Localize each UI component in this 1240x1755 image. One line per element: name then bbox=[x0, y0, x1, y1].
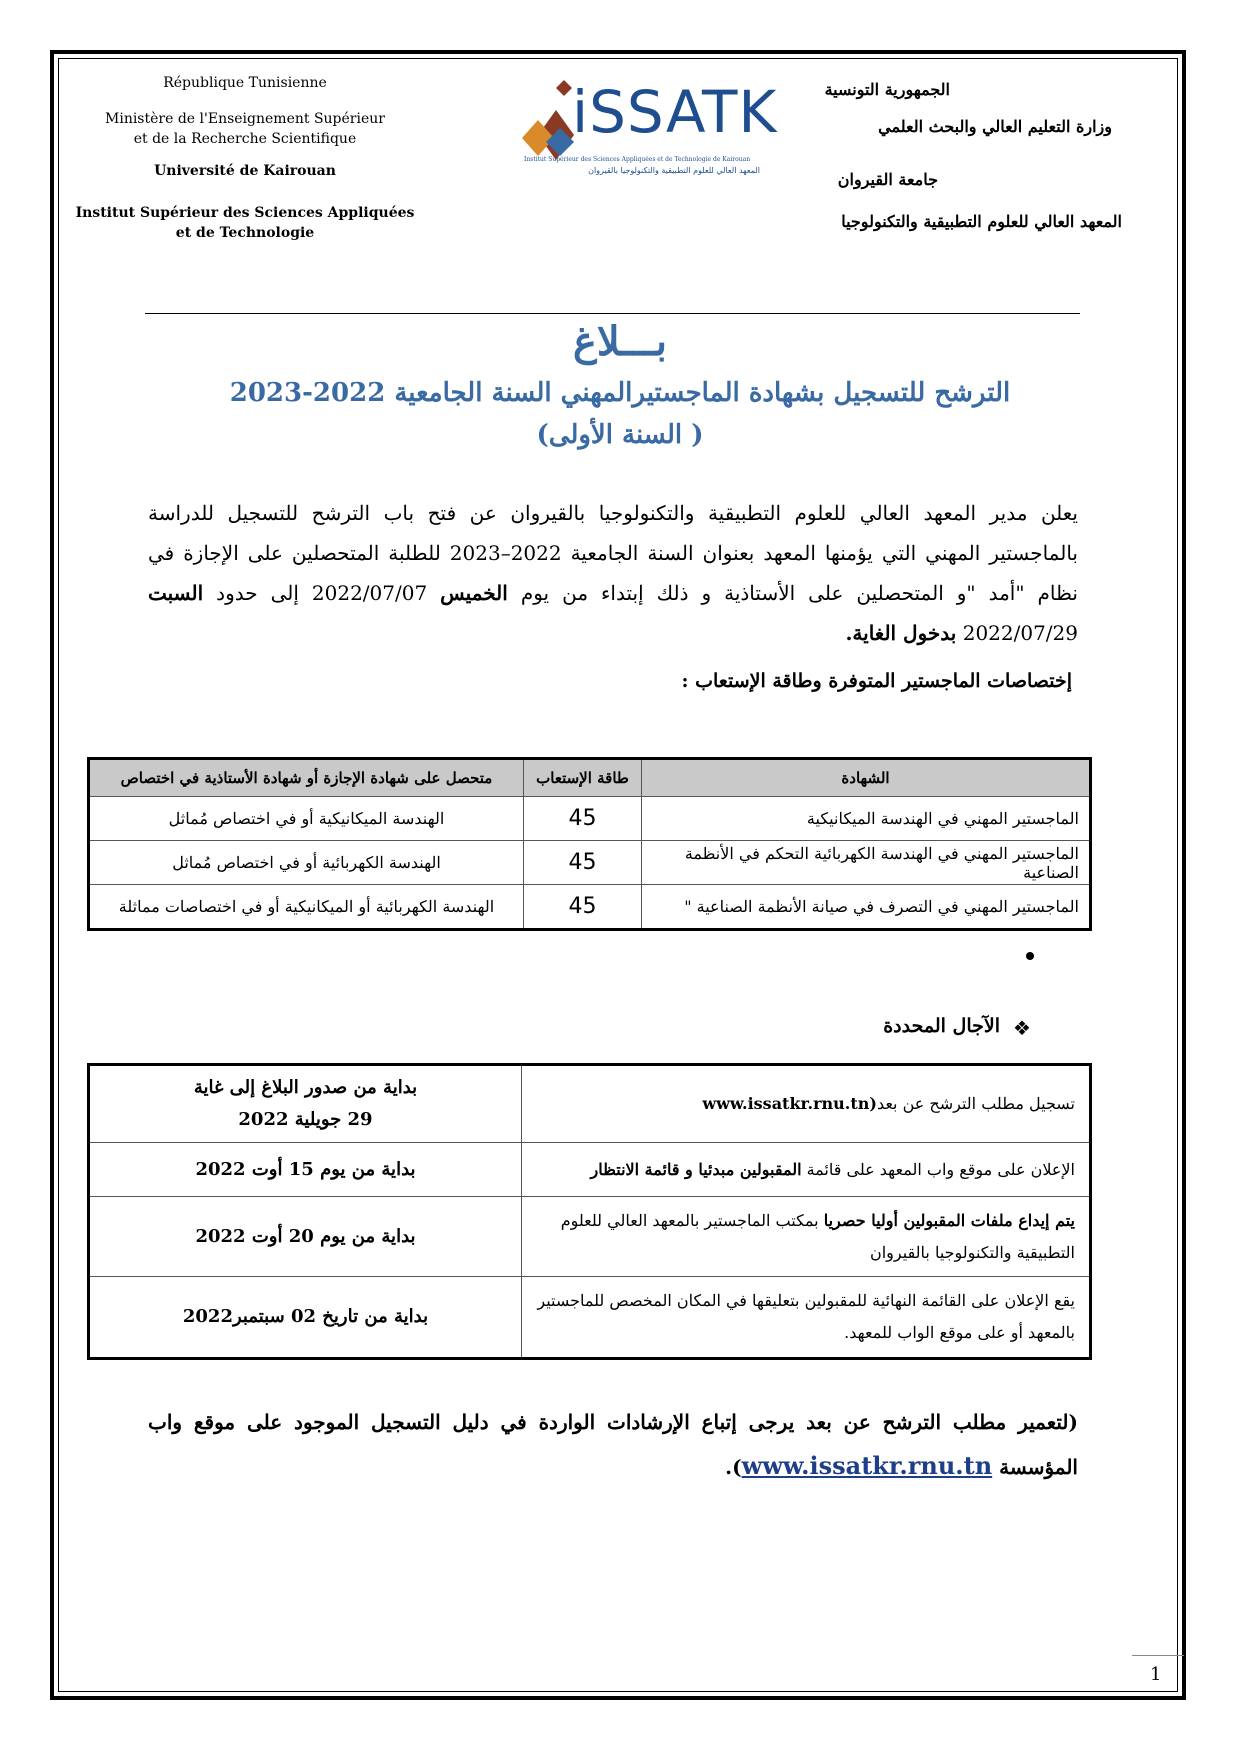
ar-republic: الجمهورية التونسية bbox=[824, 80, 950, 99]
intro-day1: الخميس bbox=[440, 581, 508, 605]
table-row bbox=[89, 1197, 1091, 1277]
deadline-date-line1: بداية من تاريخ 02 سبتمبر2022 bbox=[182, 1306, 429, 1327]
table-row bbox=[89, 1143, 1091, 1197]
deadline-description bbox=[522, 1065, 1091, 1143]
intro-end: بدخول الغاية. bbox=[845, 621, 957, 645]
deadline-date-line1: بداية من صدور البلاغ إلى غاية bbox=[193, 1077, 418, 1098]
specialties-heading: إختصاصات الماجستير المتوفرة وطاقة الإستعاب : bbox=[681, 670, 1072, 692]
requirement-cell: الهندسة الكهربائية أو الميكانيكية أو في اختصاصات مماثلة bbox=[89, 885, 524, 930]
deadlines-heading: الآجال المحددة bbox=[883, 1015, 1000, 1037]
deadline-date-line2: 29 جويلية 2022 bbox=[238, 1109, 373, 1130]
diamond-bullet-icon: ❖ bbox=[1013, 1016, 1031, 1040]
fr-republic: République Tunisienne bbox=[163, 75, 327, 91]
ar-institute: المعهد العالي للعلوم التطبيقية والتكنولوجيا bbox=[841, 212, 1122, 231]
notice-title: بـــلاغ bbox=[572, 318, 668, 365]
table-row bbox=[89, 1065, 1091, 1143]
col-capacity-header: طاقة الإستعاب bbox=[524, 759, 642, 797]
closing-text: (لتعمير مطلب الترشح عن بعد يرجى إتباع الإرشادات الواردة في دليل التسجيل الموجود على موقع واب المؤسسة bbox=[148, 1410, 1078, 1479]
table-header-row bbox=[89, 759, 1091, 797]
fr-institute-2: et de Technologie bbox=[175, 225, 315, 241]
deadline-date bbox=[89, 1277, 522, 1359]
table-row bbox=[89, 885, 1091, 930]
deadline-text: الإعلان على موقع واب المعهد على قائمة bbox=[801, 1159, 1075, 1179]
deadline-text: يقع الإعلان على القائمة النهائية للمقبولين بتعليقها في المكان المخصص للماجستير بالمعهد أو على موقع الواب للمعهد. bbox=[537, 1291, 1075, 1342]
capacity-cell: 45 bbox=[524, 885, 642, 930]
intro-date2: 2022/07/29 bbox=[956, 621, 1078, 645]
intro-day2: السبت bbox=[148, 581, 204, 605]
logo-name: iSSATK bbox=[572, 78, 778, 146]
deadline-link: (www.issatkr.rnu.tn bbox=[702, 1094, 877, 1113]
fr-university: Université de Kairouan bbox=[154, 163, 336, 179]
deadline-date bbox=[89, 1065, 522, 1143]
specialties-table bbox=[87, 757, 1092, 931]
deadline-text-bold: يتم إيداع ملفات المقبولين أوليا حصريا bbox=[823, 1210, 1075, 1230]
col-requirement-header: متحصل على شهادة الإجازة أو شهادة الأستاذية في اختصاص bbox=[89, 759, 524, 797]
deadline-text-bold: المقبولين مبدئيا و قائمة الانتظار bbox=[590, 1159, 802, 1179]
header-fr bbox=[75, 73, 415, 243]
bullet-icon bbox=[1026, 952, 1034, 960]
issatk-logo bbox=[520, 78, 778, 180]
intro-date1: 2022/07/07 إلى حدود bbox=[203, 581, 441, 605]
ar-university: جامعة القيروان bbox=[837, 170, 938, 189]
capacity-cell: 45 bbox=[524, 797, 642, 841]
deadline-date bbox=[89, 1197, 522, 1277]
logo-tag-fr: Institut Supérieur des Sciences Appliquées et de Technologie de Kairouan bbox=[524, 156, 751, 163]
fr-institute-1: Institut Supérieur des Sciences Appliquées bbox=[75, 205, 415, 221]
table-row bbox=[89, 1277, 1091, 1359]
logo-tag-ar: المعهد العالي للعلوم التطبيقية والتكنولوجيا بالقيروان bbox=[588, 166, 760, 175]
ar-ministry: وزارة التعليم العالي والبحث العلمي bbox=[878, 117, 1112, 136]
fr-ministry-2: et de la Recherche Scientifique bbox=[133, 131, 357, 147]
closing-end: ). bbox=[725, 1455, 742, 1479]
deadlines-table bbox=[87, 1063, 1092, 1360]
deadline-date-line1: بداية من يوم 20 أوت 2022 bbox=[195, 1225, 416, 1247]
deadline-description bbox=[522, 1277, 1091, 1359]
page-number-rule bbox=[1132, 1655, 1184, 1656]
deadline-description bbox=[522, 1143, 1091, 1197]
deadline-text-extra: بمكتب الماجستير بالمعهد العالي للعلوم التطبيقية والتكنولوجيا بالقيروان bbox=[560, 1210, 1075, 1262]
table-row bbox=[89, 841, 1091, 885]
page-number: 1 bbox=[1150, 1664, 1162, 1685]
intro-paragraph bbox=[148, 493, 1078, 653]
table-row bbox=[89, 797, 1091, 841]
fr-ministry-1: Ministère de l'Enseignement Supérieur bbox=[105, 111, 385, 127]
header-divider bbox=[145, 313, 1080, 314]
degree-cell: الماجستير المهني في الهندسة الكهربائية التحكم في الأنظمة الصناعية bbox=[642, 841, 1091, 885]
col-degree-header: الشهادة bbox=[642, 759, 1091, 797]
deadline-description bbox=[522, 1197, 1091, 1277]
degree-cell: الماجستير المهني في التصرف في صيانة الأنظمة الصناعية " bbox=[642, 885, 1091, 930]
deadline-date-line1: بداية من يوم 15 أوت 2022 bbox=[195, 1158, 416, 1180]
closing-paragraph bbox=[148, 1400, 1078, 1489]
deadline-text: تسجيل مطلب الترشح عن بعد bbox=[876, 1094, 1075, 1113]
notice-year: ( السنة الأولى) bbox=[536, 420, 704, 450]
intro-text: يعلن مدير المعهد العالي للعلوم التطبيقية والتكنولوجيا بالقيروان عن فتح باب الترشح للتسجيل للدراسة بالماجستير المهني التي يؤمنها المعهد بعنوان السنة الجامعية 2022–2023 للطلبة المتحصلين على الإجازة في نظام "أمد "و المتحصلين على الأستاذية و ذلك إبتداء من يوم bbox=[148, 501, 1079, 605]
deadline-date bbox=[89, 1143, 522, 1197]
website-link[interactable]: www.issatkr.rnu.tn bbox=[741, 1451, 993, 1480]
notice-subtitle: الترشح للتسجيل بشهادة الماجستيرالمهني السنة الجامعية 2022-2023 bbox=[229, 378, 1011, 408]
degree-cell: الماجستير المهني في الهندسة الميكانيكية bbox=[642, 797, 1091, 841]
requirement-cell: الهندسة الكهربائية أو في اختصاص مُماثل bbox=[89, 841, 524, 885]
requirement-cell: الهندسة الميكانيكية أو في اختصاص مُماثل bbox=[89, 797, 524, 841]
capacity-cell: 45 bbox=[524, 841, 642, 885]
